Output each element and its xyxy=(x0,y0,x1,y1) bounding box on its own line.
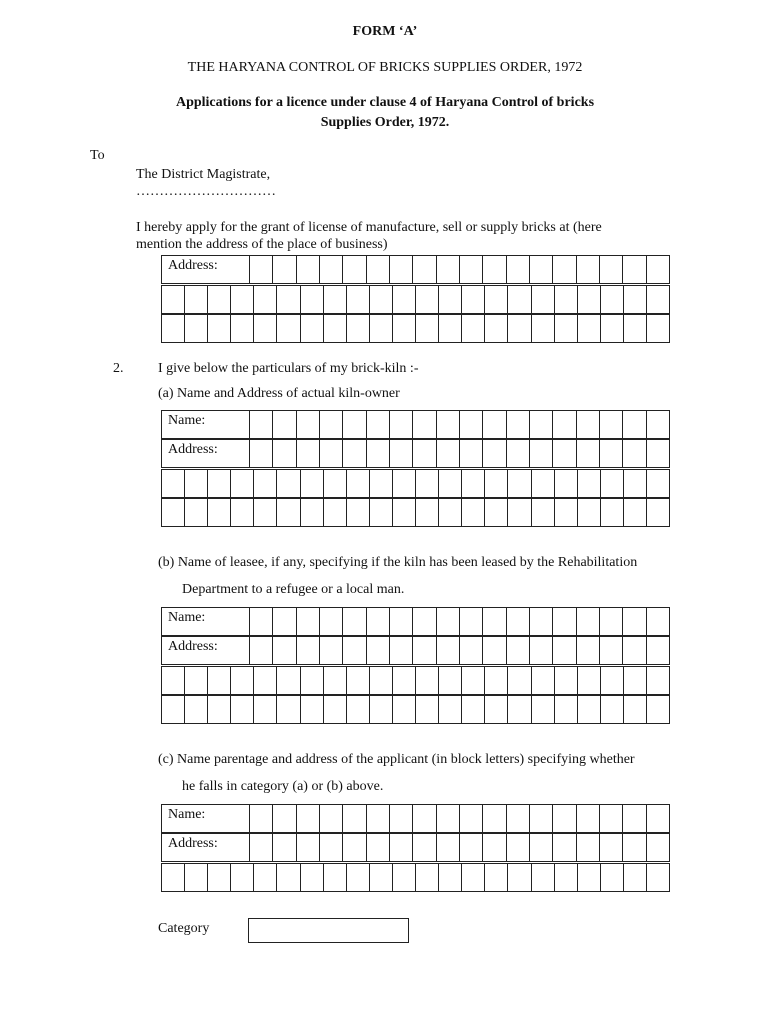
business-address-row-1[interactable] xyxy=(161,255,670,284)
apply-line-2: mention the address of the place of business) xyxy=(136,237,388,252)
owner-address-row-2[interactable] xyxy=(161,469,670,498)
name-label: Name: xyxy=(162,608,250,635)
section-number: 2. xyxy=(113,361,124,376)
heading-line-1: Applications for a licence under clause 4 of Haryana Control of bricks xyxy=(175,95,595,110)
item-c-line-1: (c) Name parentage and address of the applicant (in block letters) specifying whether xyxy=(158,752,635,767)
name-label: Name: xyxy=(162,805,250,832)
address-label: Address: xyxy=(162,637,250,664)
owner-name-row[interactable] xyxy=(161,410,670,439)
item-b-line-1: (b) Name of leasee, if any, specifying if the kiln has been leased by the Rehabilitation xyxy=(158,555,638,570)
form-title: FORM ‘A’ xyxy=(352,24,418,39)
lessee-address-row-2[interactable] xyxy=(161,666,670,695)
address-label: Address: xyxy=(162,440,250,467)
apply-line-1: I hereby apply for the grant of license of manufacture, sell or supply bricks at (here xyxy=(136,220,602,235)
address-label: Address: xyxy=(162,834,250,861)
business-address-row-2[interactable] xyxy=(161,285,670,314)
lessee-address-row-3[interactable] xyxy=(161,695,670,724)
owner-address-row-3[interactable] xyxy=(161,498,670,527)
category-input[interactable] xyxy=(248,918,409,943)
order-name: THE HARYANA CONTROL OF BRICKS SUPPLIES ORDER, 1972 xyxy=(187,60,583,75)
item-b-line-2: Department to a refugee or a local man. xyxy=(182,582,405,597)
lessee-address-row-1[interactable] xyxy=(161,636,670,665)
heading-line-2: Supplies Order, 1972. xyxy=(320,115,450,130)
recipient-dots: ………………………… xyxy=(136,184,276,199)
applicant-address-row-2[interactable] xyxy=(161,863,670,892)
item-c-line-2: he falls in category (a) or (b) above. xyxy=(182,779,384,794)
section-2-intro: I give below the particulars of my brick-kiln :- xyxy=(158,361,419,376)
applicant-name-row[interactable] xyxy=(161,804,670,833)
recipient: The District Magistrate, xyxy=(136,167,271,182)
owner-address-row-1[interactable] xyxy=(161,439,670,468)
to-label: To xyxy=(90,148,105,163)
item-a-label: (a) Name and Address of actual kiln-owner xyxy=(158,386,400,401)
lessee-name-row[interactable] xyxy=(161,607,670,636)
address-label: Address: xyxy=(162,256,250,283)
applicant-address-row-1[interactable] xyxy=(161,833,670,862)
name-label: Name: xyxy=(162,411,250,438)
category-label: Category xyxy=(158,921,210,936)
business-address-row-3[interactable] xyxy=(161,314,670,343)
